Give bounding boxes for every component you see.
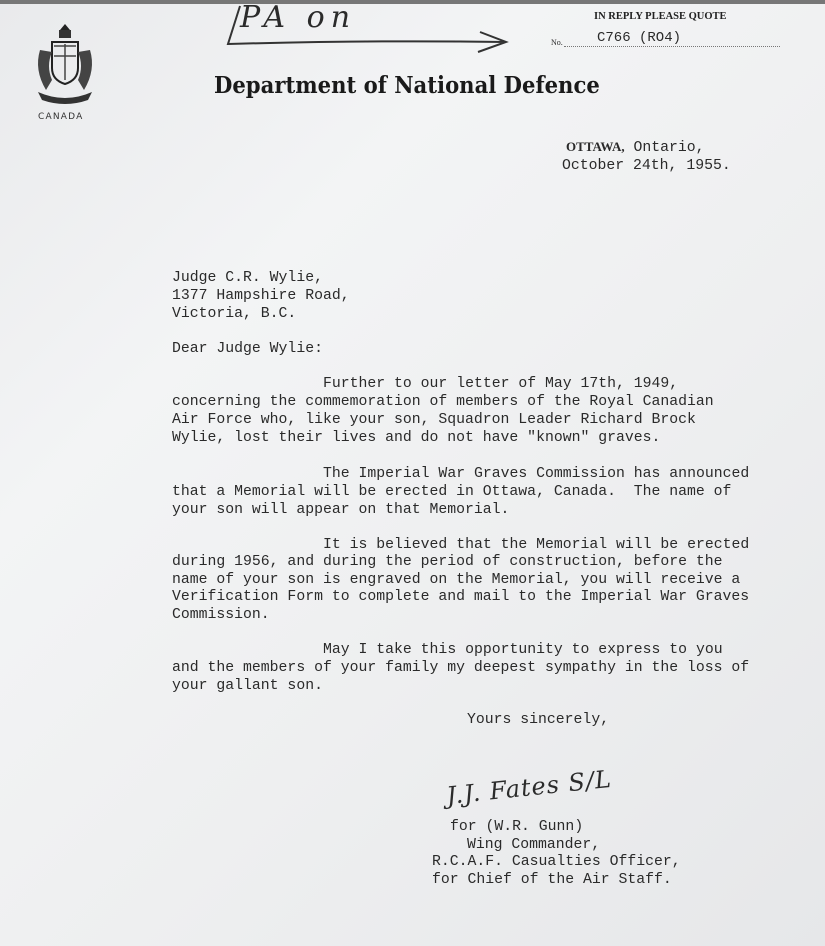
address-line: 1377 Hampshire Road, [172,288,350,304]
signature-line: for Chief of the Air Staff. [432,872,672,888]
letter-date: October 24th, 1955. [562,158,731,174]
paragraph-line: Air Force who, like your son, Squadron Leader Richard Brock [172,412,696,428]
paragraph-line: your son will appear on that Memorial. [172,502,510,518]
paragraph-line: during 1956, and during the period of construction, before the [172,554,723,570]
paragraph-line: May I take this opportunity to express to you [323,642,723,658]
paragraph-line: and the members of your family my deepest sympathy in the loss of [172,660,750,676]
paragraph-line: Further to our letter of May 17th, 1949, [323,376,679,392]
paragraph-line: Wylie, lost their lives and do not have "known" graves. [172,430,661,446]
salutation: Dear Judge Wylie: [172,341,323,357]
department-title: Department of National Defence [214,72,600,99]
address-line: Judge C.R. Wylie, [172,270,323,286]
paragraph-line: name of your son is engraved on the Memorial, you will receive a [172,572,741,588]
reply-quote-label: IN REPLY PLEASE QUOTE [594,11,727,22]
handwritten-note: PA on [240,0,357,35]
paragraph-line: It is believed that the Memorial will be erected [323,537,750,553]
canada-coat-of-arms-logo [32,20,98,108]
signature-line: Wing Commander, [467,837,601,853]
paragraph-line: that a Memorial will be erected in Ottawa, Canada. The name of [172,484,732,500]
paragraph-line: Verification Form to complete and mail to the Imperial War Graves [172,589,750,605]
letterhead-country: CANADA [38,112,84,122]
reference-number: C766 (RO4) [597,30,682,46]
paragraph-line: your gallant son. [172,678,323,694]
paragraph-line: The Imperial War Graves Commission has announced [323,466,750,482]
handwritten-signature: J.J. Fates S/L [445,764,614,810]
address-line: Victoria, B.C. [172,306,297,322]
signature-line: for (W.R. Gunn) [450,819,584,835]
paragraph-line: concerning the commemoration of members of the Royal Canadian [172,394,714,410]
closing: Yours sincerely, [467,712,610,728]
province: Ontario, [624,140,705,156]
signature-line: R.C.A.F. Casualties Officer, [432,854,681,870]
number-label: No. [551,38,563,47]
paragraph-line: Commission. [172,607,270,623]
city: OTTAWA, [566,139,625,154]
place-line [566,138,705,157]
